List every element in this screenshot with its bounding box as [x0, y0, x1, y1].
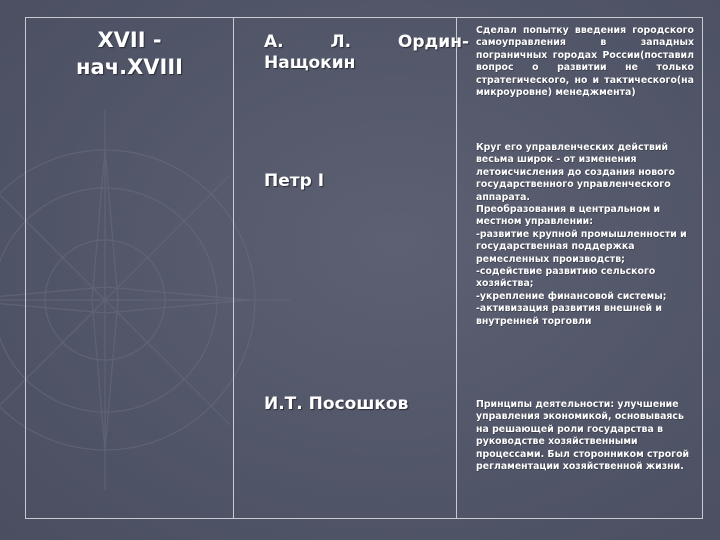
description-line: Преобразования в центральном и местном управлении:	[476, 204, 661, 228]
description-line: -укрепление финансовой системы;	[476, 290, 667, 302]
period-cell	[26, 18, 234, 519]
person-description	[476, 142, 694, 328]
person-name: И.Т. Посошков	[264, 394, 409, 414]
description-line: -содействие развитию сельского хозяйства;	[476, 266, 656, 290]
person-description: Сделал попытку введения городского самоуправления в западных пограничных городах России(поставил вопрос о развитии не только стратегического, но и тактического(на микроуровне) менеджмента)	[476, 25, 694, 99]
description-line: -активизация развития внешней и внутренней торговли	[476, 303, 662, 327]
description-line: Круг его управленческих действий весьма широк - от изменения летоисчисления до создания нового государственного управленческого аппарата.	[476, 142, 675, 203]
person-name: Петр I	[264, 171, 325, 191]
description-line: -развитие крупной промышленности и государственная поддержка ремесленных производств;	[476, 228, 687, 265]
person-name: А. Л. Ордин-Нащокин	[264, 32, 469, 73]
persons-cell	[234, 18, 457, 519]
period-label: XVII - нач.XVIII	[76, 28, 183, 79]
person-description: Принципы деятельности: улучшение управления экономикой, основываясь на решающей роли государства в руководстве хозяйственными процессами. Был сторонником строгой регламентации хозяйственной жизни.	[476, 399, 690, 473]
